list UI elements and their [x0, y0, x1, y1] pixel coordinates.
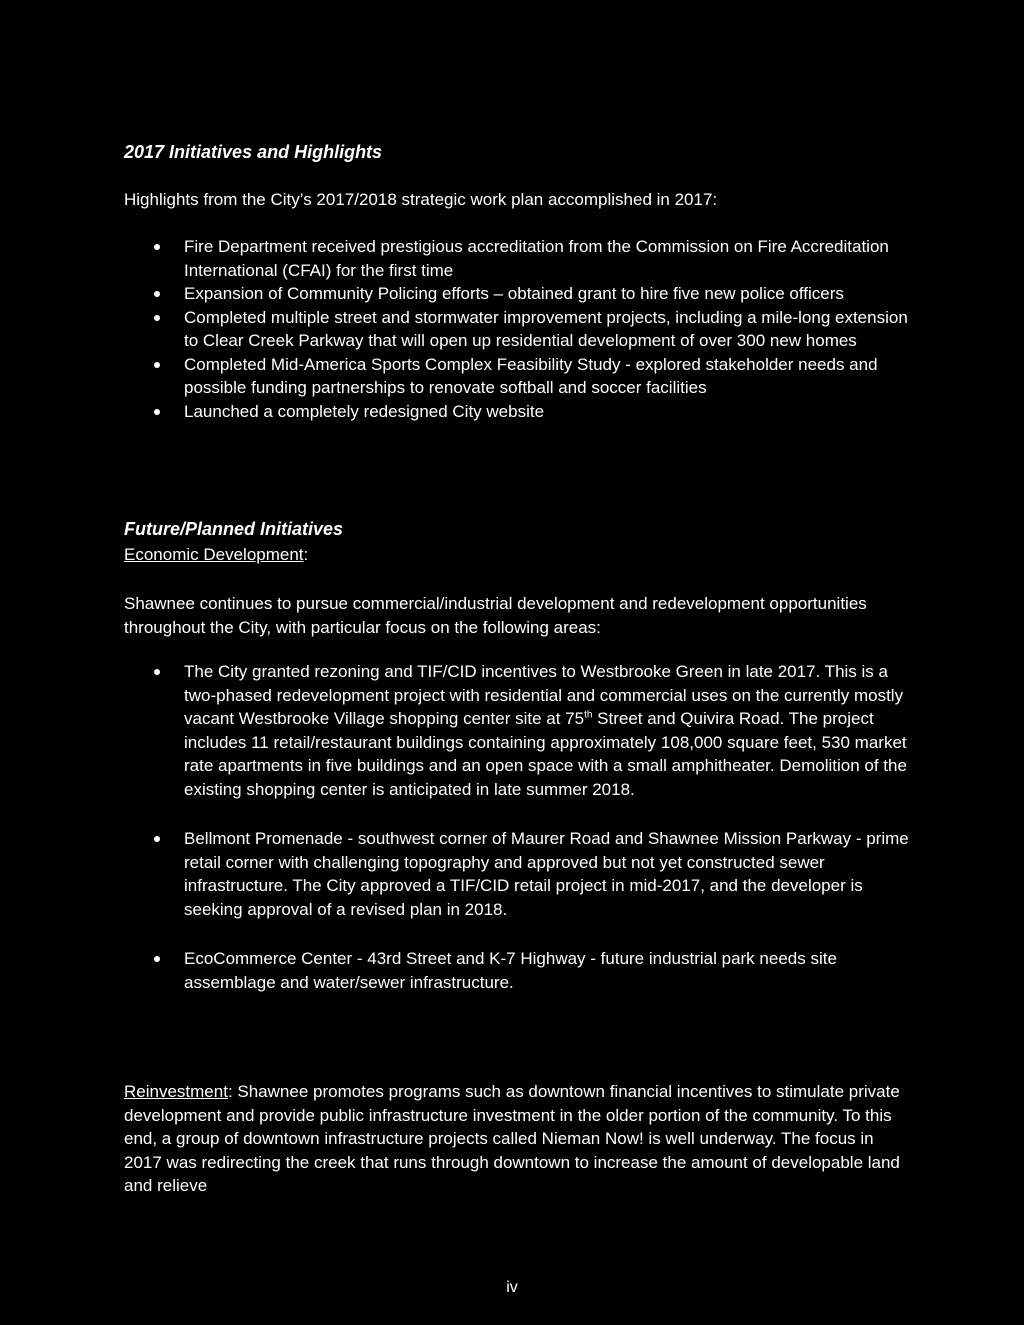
section-title-initiatives: 2017 Initiatives and Highlights [124, 142, 383, 162]
list-item: Expansion of Community Policing efforts – obtained grant to hire five new police officers [124, 282, 914, 306]
bullet-icon [154, 291, 160, 297]
reinvestment-label: Reinvestment [124, 1082, 228, 1101]
page-number: iv [506, 1279, 518, 1296]
list-item: Fire Department received prestigious accreditation from the Commission on Fire Accreditation International (CFAI) for the first time [124, 235, 914, 282]
section-title-future: Future/Planned Initiatives [124, 519, 344, 539]
highlights-list [124, 235, 914, 423]
bullet-icon [154, 244, 160, 250]
reinvestment-paragraph: Reinvestment: Shawnee promotes programs such as downtown financial incentives to stimulate private development and provide public infrastructure investment in the older portion of the community. To this end, a group of downtown infrastructure projects called Nieman Now! is well underway. The focus in 2017 was redirecting the creek that runs through downtown to increase the amount of developable land and relieve [124, 1082, 900, 1195]
bullet-icon [154, 362, 160, 368]
intro-paragraph: Highlights from the City’s 2017/2018 strategic work plan accomplished in 2017: [124, 190, 718, 209]
bullet-icon [154, 836, 160, 842]
list-item: Launched a completely redesigned City website [124, 400, 914, 424]
bullet-icon [154, 315, 160, 321]
list-item: The City granted rezoning and TIF/CID incentives to Westbrooke Green in late 2017. This is a two-phased redevelopment project with residential and commercial uses on the currently mostly vacant Westbrooke Village shopping center site at 75th Street and Quivira Road. The project includes 11 retail/restaurant buildings containing approximately 108,000 square feet, 530 market rate apartments in five buildings and an open space with a small amphitheater. Demolition of the existing shopping center is anticipated in late summer 2018. [124, 660, 914, 801]
bullet-icon [154, 669, 160, 675]
list-item: Completed multiple street and stormwater improvement projects, including a mile-long extension to Clear Creek Parkway that will open up residential development of over 300 new homes [124, 306, 914, 353]
list-item: Bellmont Promenade - southwest corner of Maurer Road and Shawnee Mission Parkway - prime retail corner with challenging topography and approved but not yet constructed sewer infrastructure. The City approved a TIF/CID retail project in mid-2017, and the developer is seeking approval of a revised plan in 2018. [124, 827, 914, 921]
list-item: Completed Mid-America Sports Complex Feasibility Study - explored stakeholder needs and possible funding partnerships to renovate softball and soccer facilities [124, 353, 914, 400]
bullet-icon [154, 409, 160, 415]
economic-development-label: Economic Development: [124, 545, 309, 564]
focus-areas-list [124, 660, 914, 994]
economic-development-paragraph: Shawnee continues to pursue commercial/industrial development and redevelopment opportunities throughout the City, with particular focus on the following areas: [124, 594, 867, 637]
bullet-icon [154, 956, 160, 962]
list-item: EcoCommerce Center - 43rd Street and K-7 Highway - future industrial park needs site assemblage and water/sewer infrastructure. [124, 947, 914, 994]
